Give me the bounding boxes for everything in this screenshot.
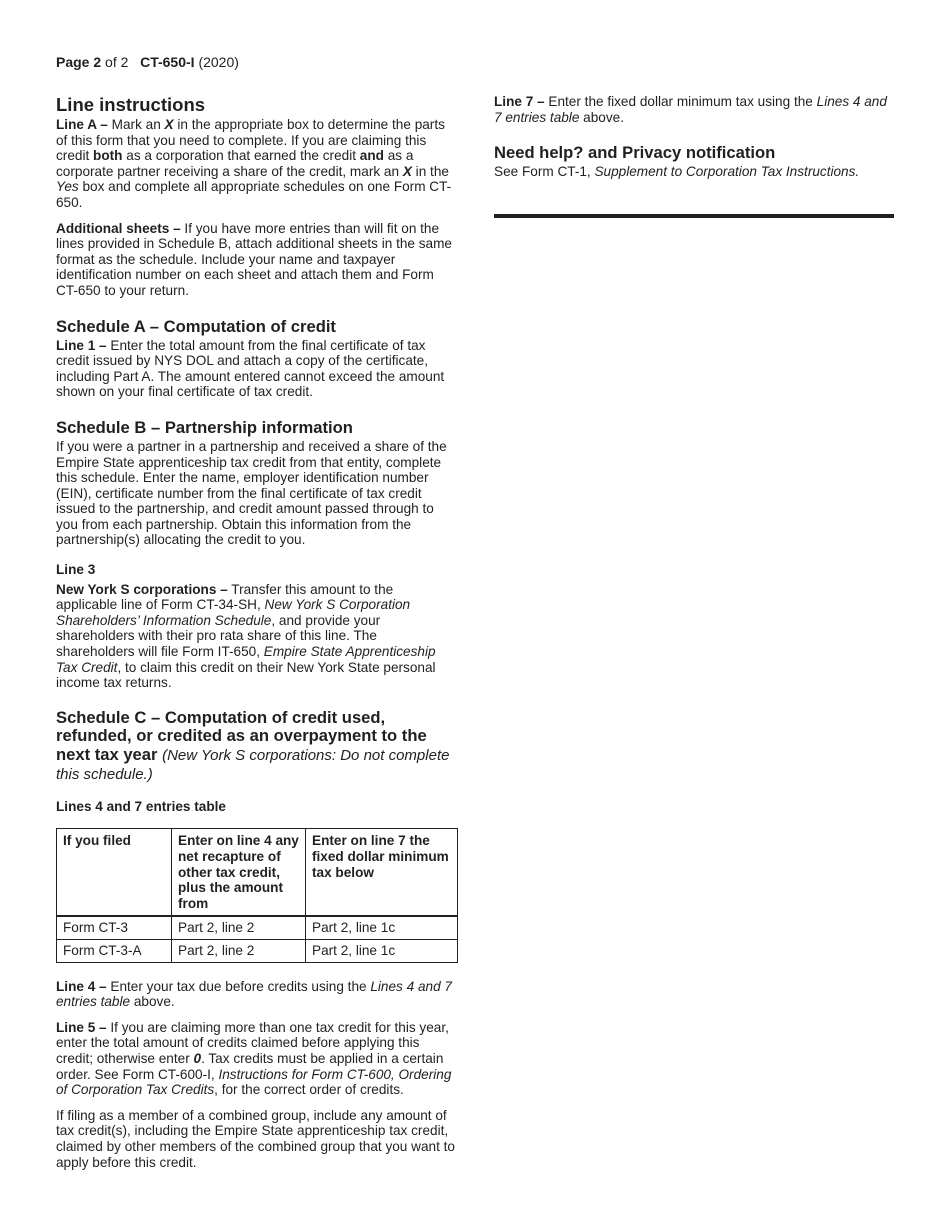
line-7-text: Enter the fixed dollar minimum tax using the: [544, 94, 817, 109]
line-5-text: If you are claiming more than one tax credit for this year, enter the total amount of credits claimed before applying this credit; otherwise enter: [56, 1019, 449, 1066]
line-1-paragraph: [56, 338, 458, 400]
ny-s-corporations-label: New York S corporations –: [56, 581, 228, 597]
line-4-label: Line 4 –: [56, 978, 107, 994]
both-emphasis: both: [93, 148, 123, 164]
need-help-text: See Form CT-1,: [494, 164, 595, 180]
additional-sheets-text: If you have more entries than will fit on the lines provided in Schedule B, attach additional sheets in the same format as the schedule. Include your name and taxpayer identification number on each sheet and attach them and Form CT-650 to your return.: [56, 220, 452, 298]
table-cell: Form CT-3: [57, 916, 172, 939]
table-cell: Part 2, line 2: [172, 916, 306, 939]
line-4-text: Enter your tax due before credits using the: [106, 978, 371, 994]
line-5-text: . Tax credits must be applied in a certain order. See Form CT-600-I,: [56, 1050, 444, 1082]
line-a-paragraph: [56, 117, 458, 211]
line-7-label: Line 7 –: [494, 94, 545, 109]
line-4-paragraph: [56, 979, 458, 1010]
form-year: (2020): [198, 54, 239, 70]
line-a-text: as a corporation that earned the credit: [122, 148, 360, 164]
schedule-b-paragraph: If you were a partner in a partnership and received a share of the Empire State apprenticeship tax credit from that entity, complete this schedule. Enter the name, employer identification number (EIN), certificate number from the final certificate of tax credit issued to the partnership, and credit amount passed through to you from each partnership. Obtain this information from the partnership(s) allocating the credit to you.: [56, 438, 447, 548]
ct-600-i-reference: Instructions for Form CT-600, Ordering of Corporation Tax Credits: [56, 1066, 452, 1098]
table-header-cell: Enter on line 4 any net recapture of other tax credit, plus the amount from: [172, 829, 306, 916]
yes-emphasis: Yes: [56, 179, 79, 195]
it-650-title: Empire State Apprenticeship Tax Credit: [56, 644, 436, 675]
table-row: [57, 916, 458, 939]
line-a-label: Line A –: [56, 117, 108, 132]
additional-sheets-paragraph: [56, 221, 458, 299]
table-cell: Part 2, line 2: [172, 939, 306, 962]
line-4-text: above.: [130, 994, 175, 1010]
x-mark: X: [164, 117, 174, 132]
schedule-c-subtitle: (New York S corporations: Do not complete this schedule.): [56, 746, 450, 784]
page-label: Page: [56, 54, 90, 70]
line-1-label: Line 1 –: [56, 337, 107, 353]
table-cell: Part 2, line 1c: [306, 916, 458, 939]
table-cell: Form CT-3-A: [57, 939, 172, 962]
combined-group-paragraph: If filing as a member of a combined group, include any amount of tax credit(s), including the Empire State apprenticeship tax credit, claimed by other members of the combined group that you want to apply before this credit.: [56, 1107, 455, 1170]
schedule-a-heading: Schedule A – Computation of credit: [56, 316, 336, 336]
form-code: CT-650-I: [140, 54, 195, 70]
ny-s-corp-text: , to claim this credit on their New York State personal income tax returns.: [56, 659, 436, 691]
page-number: 2: [93, 54, 102, 70]
need-help-heading: Need help? and Privacy notification: [494, 143, 776, 163]
schedule-c-title: Schedule C – Computation of credit used, refunded, or credited as an overpayment to the next tax year: [56, 707, 427, 764]
line-3-heading: Line 3: [56, 562, 96, 578]
schedule-c-heading: [56, 709, 458, 785]
lines-4-7-entries-table: [56, 828, 458, 962]
table-row: [57, 939, 458, 962]
line-5-paragraph: [56, 1020, 458, 1098]
ny-s-corporations-paragraph: [56, 582, 458, 691]
page-header: [56, 54, 239, 70]
ct-34-sh-title: New York S Corporation Shareholders’ Information Schedule: [56, 597, 411, 628]
need-help-paragraph: [494, 164, 894, 180]
ny-s-corp-text: Transfer this amount to the applicable line of Form CT-34-SH,: [56, 581, 394, 613]
line-5-label: Line 5 –: [56, 1019, 107, 1035]
line-a-text: Mark an: [107, 117, 165, 132]
page-of: of 2: [105, 54, 129, 70]
entries-table-title: Lines 4 and 7 entries table: [56, 798, 226, 814]
right-column: [494, 94, 894, 218]
table-cell: Part 2, line 1c: [306, 939, 458, 962]
table-header-cell: If you filed: [57, 829, 172, 916]
table-header-row: [57, 829, 458, 916]
entries-table-reference: Lines 4 and 7 entries table: [494, 94, 887, 125]
schedule-b-heading: Schedule B – Partnership information: [56, 417, 353, 437]
x-mark: X: [402, 163, 412, 179]
zero-emphasis: 0: [193, 1050, 202, 1066]
additional-sheets-label: Additional sheets –: [56, 220, 181, 236]
ny-s-corp-text: , and provide your shareholders with their pro rata share of this line. The shareholders will file Form IT-650,: [56, 612, 381, 660]
line-instructions-heading: Line instructions: [56, 94, 206, 115]
and-emphasis: and: [359, 148, 384, 164]
line-a-text: as a corporate partner receiving a share of the credit, mark an: [56, 148, 414, 179]
line-7-text: above.: [579, 109, 624, 125]
line-7-paragraph: [494, 94, 894, 125]
table-header-cell: Enter on line 7 the fixed dollar minimum tax below: [306, 829, 458, 916]
left-column: [56, 94, 458, 1180]
section-end-rule: [494, 214, 894, 218]
line-a-text: in the appropriate box to determine the parts of this form that you need to complete. If you are claiming this credit: [56, 117, 445, 164]
entries-table-reference: Lines 4 and 7 entries table: [56, 978, 452, 1010]
line-1-text: Enter the total amount from the final certificate of tax credit issued by NYS DOL and attach a copy of the certificate, including Part A. The amount entered cannot exceed the amount shown on your final certificate of tax credit.: [56, 337, 445, 400]
ct-1-reference: Supplement to Corporation Tax Instructions.: [594, 164, 860, 180]
line-a-text: box and complete all appropriate schedules on one Form CT-650.: [56, 179, 452, 210]
line-5-text: , for the correct order of credits.: [214, 1082, 404, 1098]
line-a-text: in the: [411, 163, 449, 179]
